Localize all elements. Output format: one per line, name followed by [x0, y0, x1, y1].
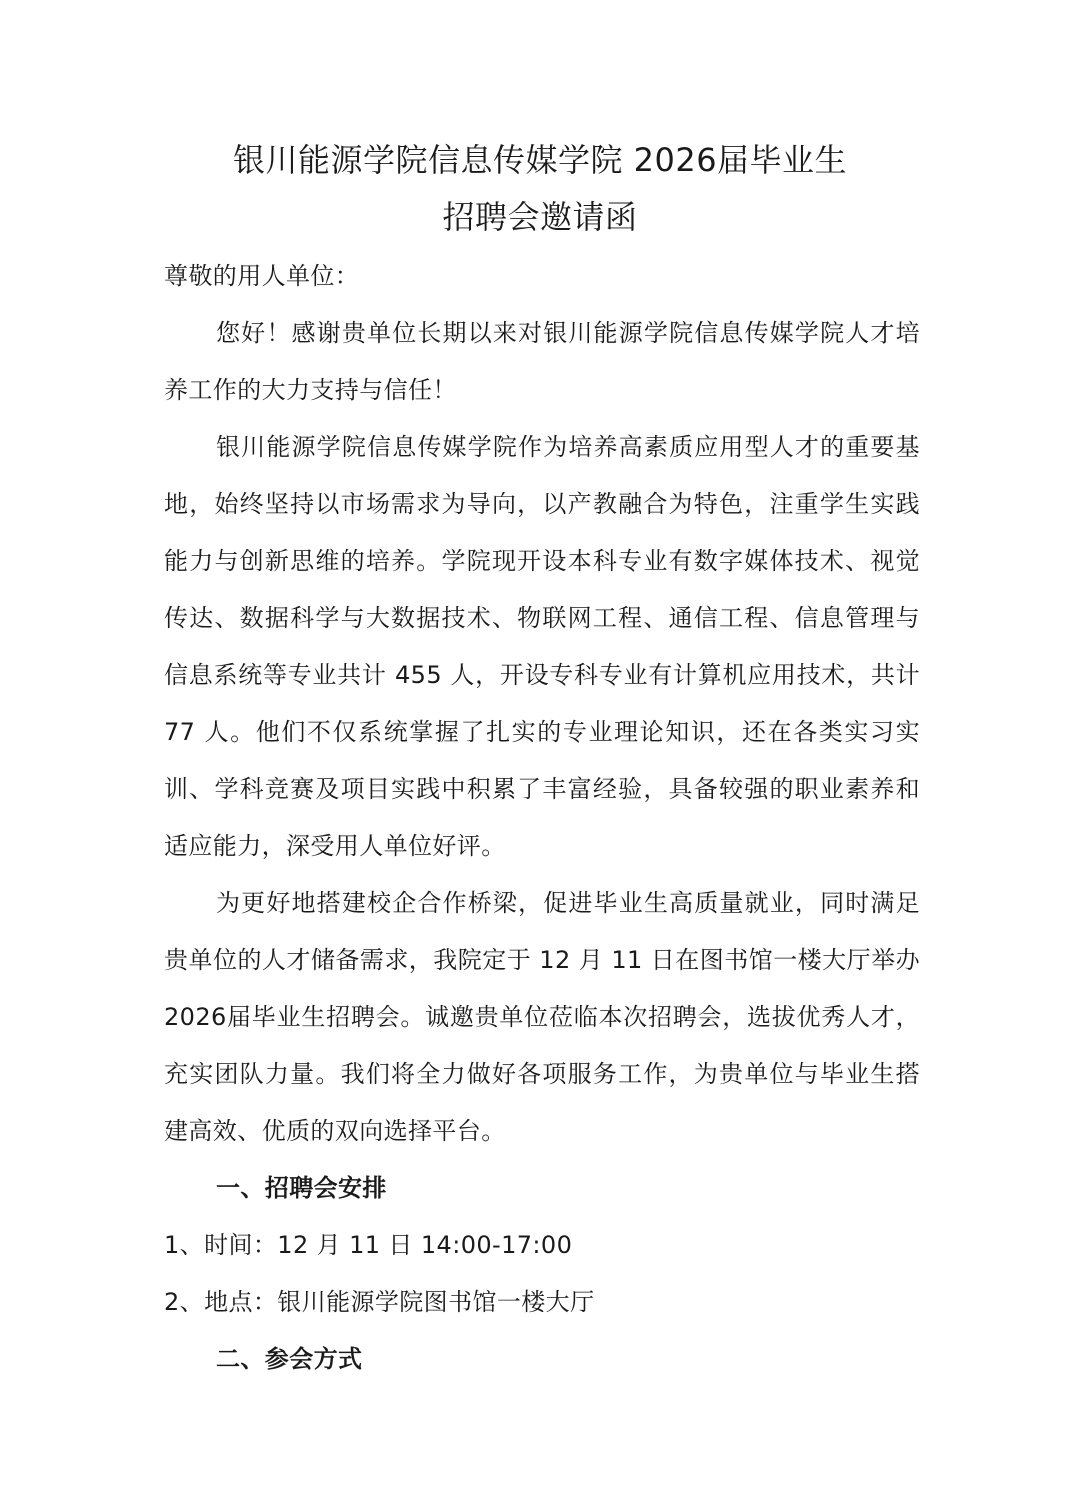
greeting-paragraph: 您好！感谢贵单位长期以来对银川能源学院信息传媒学院人才培养工作的大力支持与信任！ — [164, 319, 920, 404]
invitation-paragraph: 为更好地搭建校企合作桥梁，促进毕业生高质量就业，同时满足贵单位的人才储备需求，我院定于 12 月 11 日在图书馆一楼大厅举办 2026届毕业生招聘会。诚邀贵单位莅临本次招聘会，选拔优秀人才，充实团队力量。我们将全力做好各项服务工作，为贵单位与毕业生搭建高效、优质的双向选择平台。 — [164, 889, 920, 1145]
section-heading-arrangement: 一、招聘会安排 — [216, 1174, 387, 1202]
introduction-paragraph: 银川能源学院信息传媒学院作为培养高素质应用型人才的重要基地，始终坚持以市场需求为导向，以产教融合为特色，注重学生实践能力与创新思维的培养。学院现开设本科专业有数字媒体技术、视觉传达、数据科学与大数据技术、物联网工程、通信工程、信息管理与信息系统等专业共计 455 人，开设专科专业有计算机应用技术，共计 77 人。他们不仅系统掌握了扎实的专业理论知识，还在各类实习实训、学科竞赛及项目实践中积累了丰富经验，具备较强的职业素养和适应能力，深受用人单位好评。 — [164, 433, 920, 860]
document-title-line1: 银川能源学院信息传媒学院 2026届毕业生 — [232, 141, 848, 179]
document-title-line2: 招聘会邀请函 — [442, 198, 638, 236]
salutation: 尊敬的用人单位： — [164, 262, 360, 290]
arrangement-location-item: 2、地点：银川能源学院图书馆一楼大厅 — [164, 1288, 595, 1316]
section-heading-participation: 二、参会方式 — [216, 1345, 363, 1373]
arrangement-time-item: 1、时间：12 月 11 日 14:00-17:00 — [164, 1231, 573, 1259]
document-body — [164, 248, 920, 1388]
